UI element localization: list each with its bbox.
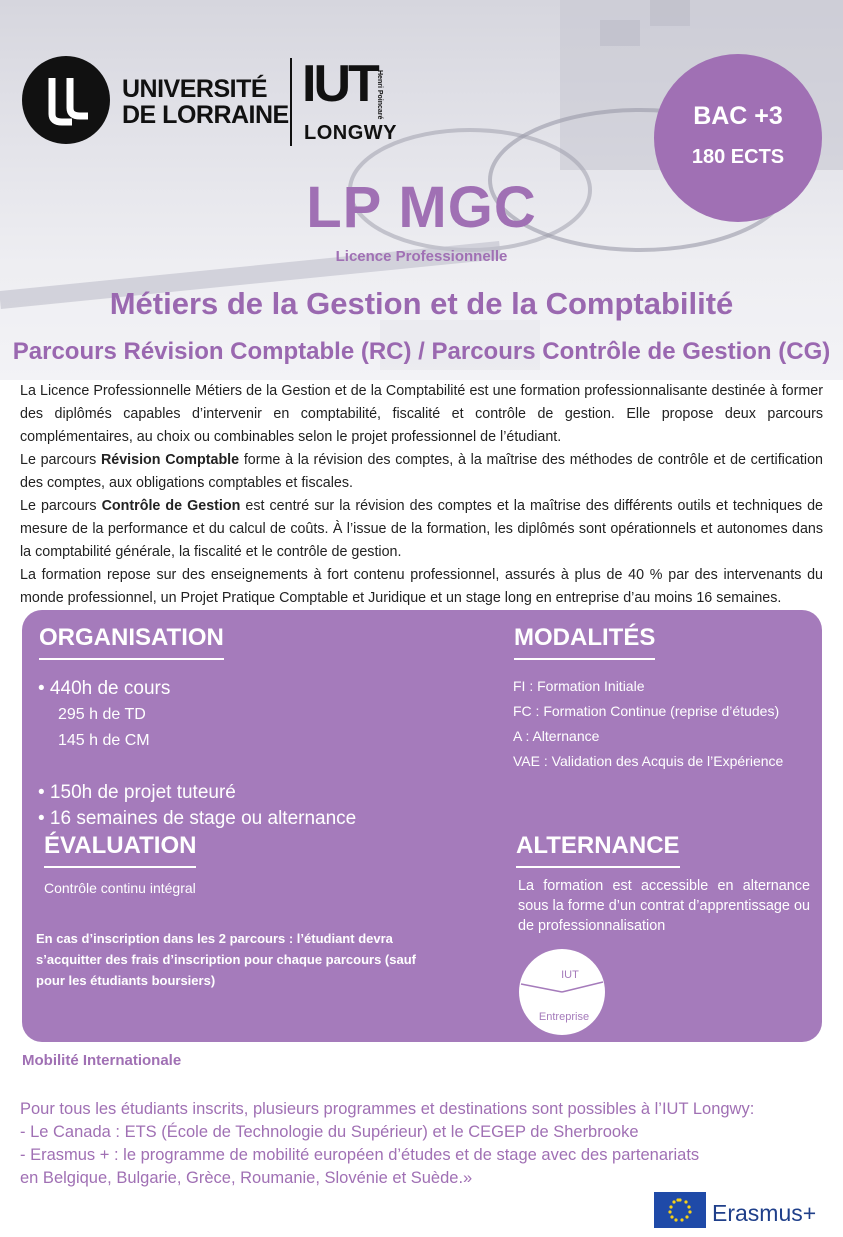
eu-flag-icon [654,1192,706,1228]
intro-p3-bold: Contrôle de Gestion [101,498,241,514]
modalite-item: FC : Formation Continue (reprise d’études) [513,703,780,719]
mobility-line: - Erasmus + : le programme de mobilité européen d’études et de stage avec des partenariats [20,1146,700,1164]
badge-level: BAC +3 [693,102,783,130]
intro-p3-pre: Le parcours [20,498,102,514]
ul-logo-icon [22,56,110,144]
modalite-item: VAE : Validation des Acquis de l’Expérience [513,753,784,769]
intro-paragraph-2 [20,449,823,495]
university-name-line1: UNIVERSITÉ [122,75,268,103]
intro-p3-post: est centré sur la révision des comptes et la maîtrise des différents outils et techniques de mesure de la performance et du calcul de coûts. À l’issue de la formation, les diplômés sont opérationnels et autonomes dans la comptabilité générale, la fiscalité et le contrôle de gestion. [20,498,823,560]
modalite-item: FI : Formation Initiale [513,678,645,694]
modalite-item: A : Alternance [513,728,600,744]
alternance-pie-icon [518,948,606,1036]
university-name [122,76,289,128]
organisation-list [38,676,357,829]
tracks-title: Parcours Révision Comptable (RC) / Parcours Contrôle de Gestion (CG) [12,338,831,365]
iut-subtext: Henri Poincaré [376,70,383,120]
registration-note: En cas d’inscription dans les 2 parcours : l’étudiant devra s’acquitter des frais d’inscription pour chaque parcours (sauf pour les étudiants boursiers) [36,931,416,988]
intro-p2-pre: Le parcours [20,452,101,468]
mobility-line: - Le Canada : ETS (École de Technologie du Supérieur) et le CEGEP de Sherbrooke [20,1123,639,1141]
intro-text [20,380,823,610]
badge-credits: 180 ECTS [691,146,785,168]
modalites-heading: MODALITÉS [514,624,655,660]
page-subtitle: Licence Professionnelle [335,248,508,265]
org-project: • 150h de projet tuteuré [38,782,236,803]
mobility-text [20,1098,754,1190]
universite-lorraine-iut-logo [22,55,397,152]
erasmus-label: Erasmus+ [712,1200,817,1226]
intro-p2-bold: Révision Comptable [100,452,240,468]
organisation-heading: ORGANISATION [39,624,224,660]
program-title: Métiers de la Gestion et de la Comptabilité [109,286,734,321]
modalites-list [513,674,783,774]
org-hours: • 440h de cours [38,678,171,699]
pie-label-company: Entreprise [538,1011,590,1023]
alternance-text: La formation est accessible en alternance sous la forme d’un contrat d’apprentissage ou de professionnalisation [518,878,810,934]
iut-longwy-label: LONGWY [304,122,397,144]
hero-banner [0,0,843,380]
alternance-heading: ALTERNANCE [516,832,680,868]
evaluation-heading: ÉVALUATION [44,832,196,868]
org-internship: • 16 semaines de stage ou alternance [38,808,357,829]
evaluation-text: Contrôle continu intégral [44,880,196,896]
university-name-line2: DE LORRAINE [122,101,289,129]
mobility-line: en Belgique, Bulgarie, Grèce, Roumanie, Slovénie et Suède.» [20,1169,473,1187]
eu-stars-icon [654,1192,706,1228]
logo-divider [290,58,292,146]
org-td: 295 h de TD [58,706,146,723]
info-panel [22,610,822,1042]
intro-p2-post: forme à la révision des comptes, à la maîtrise des méthodes de contrôle et de certification des comptes, aux obligations comptables et fiscales. [20,452,823,491]
intro-paragraph-1: La Licence Professionnelle Métiers de la Gestion et de la Comptabilité est une formation professionnalisante destinée à former des diplômés capables d’intervenir en comptabilité, fiscalité et contrôle de gestion. Elle propose deux parcours complémentaires, au choix ou combinables selon le projet professionnel de l’étudiant. [20,383,823,445]
ul-monogram-icon [22,56,110,144]
intro-paragraph-3 [20,495,823,564]
erasmus-logo [654,1192,824,1232]
org-cm: 145 h de CM [58,732,150,749]
mobility-line: Pour tous les étudiants inscrits, plusieurs programmes et destinations sont possibles à l’IUT Longwy: [20,1100,755,1118]
iut-label: IUT [302,55,377,113]
mobility-title: Mobilité Internationale [22,1052,182,1069]
pie-label-iut: IUT [561,969,579,981]
intro-paragraph-4: La formation repose sur des enseignements à fort contenu professionnel, assurés à plus de 40 % par des intervenants du monde professionnel, un Projet Pratique Comptable et Juridique et un stage long en entreprise d’au moins 16 semaines. [20,567,823,606]
page-title: LP MGC [306,175,537,240]
